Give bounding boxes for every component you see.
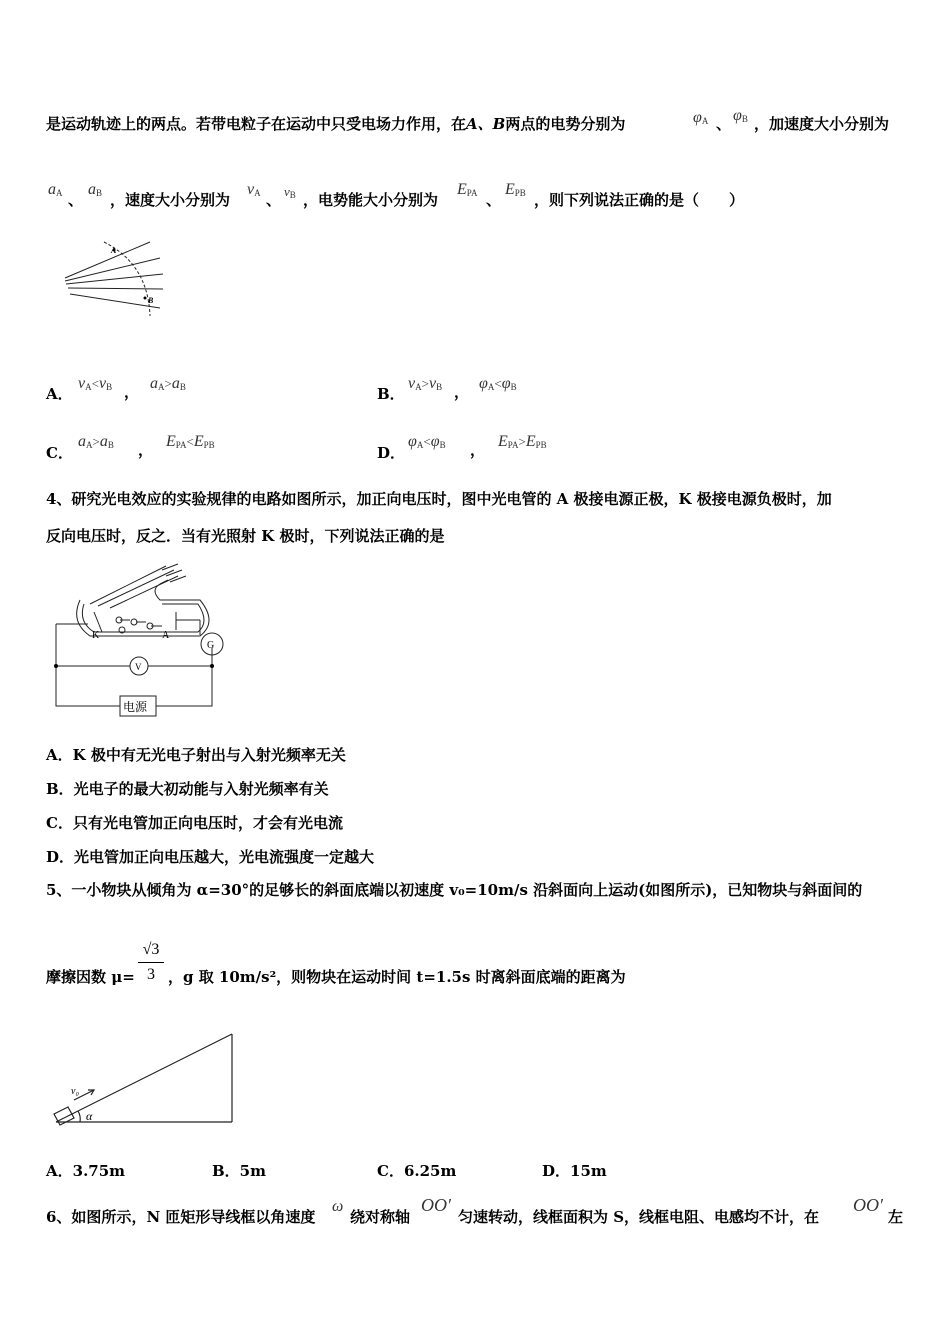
q3-line2-sep1: 、: [68, 191, 84, 209]
q4-line1: 4、研究光电效应的实验规律的电路如图所示，加正向电压时，图中光电管的 A 极接电源正极，K 极接电源负极时，加: [46, 490, 832, 508]
q3-line2-sep2: 、: [266, 191, 282, 209]
q3-option-c-expr: $a_A>a_B$: [78, 433, 114, 450]
q3-e-pb: $E_{PB}$: [505, 181, 526, 198]
tube-outer: [77, 580, 209, 636]
q3-option-a-expr2: $a_A>a_B$: [150, 375, 186, 392]
alpha-label: α: [86, 1109, 93, 1123]
q3-option-a[interactable]: A．: [46, 385, 73, 403]
q3-option-b-expr2: $\varphi_A<\varphi_B$: [479, 375, 517, 392]
q3-line1: [46, 114, 625, 134]
anode-a-label: A: [162, 630, 170, 641]
q3-e-pa: $E_{PA}$: [457, 181, 478, 198]
q3-option-d-expr2: $E_{PA}>E_{PB}$: [498, 433, 547, 450]
q6-line1-d: 左: [888, 1208, 904, 1226]
field-line-4: [68, 288, 163, 289]
q6-axis: OO′: [421, 1195, 451, 1215]
wire-right-top: [148, 648, 212, 666]
q5-option-d[interactable]: D．15m: [542, 1162, 607, 1180]
k-plate: [94, 612, 102, 632]
q3-option-d-expr: $\varphi_A<\varphi_B$: [408, 433, 446, 450]
q3-line2-b: ，电势能大小分别为: [303, 191, 439, 209]
wire-left-bottom: [56, 666, 120, 706]
q5-fraction-den: 3: [147, 966, 155, 983]
q4-option-b[interactable]: B．光电子的最大初动能与入射光频率有关: [46, 780, 329, 798]
q6-line1-c: 匀速转动，线框面积为 S，线框电阻、电感均不计，在: [458, 1208, 820, 1226]
q3-option-d[interactable]: D．: [377, 444, 406, 462]
v0-label: v₀: [71, 1086, 79, 1097]
light-tube-2: [98, 570, 174, 606]
power-source-label: 电源: [123, 700, 148, 714]
point-b-label: B: [148, 296, 154, 305]
field-line-2: [65, 258, 160, 281]
q5-line2-b: ，g 取 10m/s²，则物块在运动时间 t=1.5s 时离斜面底端的距离为: [168, 968, 626, 986]
q4-line2: 反向电压时，反之．当有光照射 K 极时，下列说法正确的是: [46, 527, 445, 545]
q5-option-b[interactable]: B．5m: [212, 1162, 266, 1180]
q3-field-figure: [60, 236, 170, 320]
q5-option-a[interactable]: A．3.75m: [46, 1162, 126, 1180]
q3-option-b-expr: $v_A>v_B$: [408, 375, 443, 392]
q5-fraction-num: √3: [142, 941, 160, 958]
q4-option-d[interactable]: D．光电管加正向电压越大，光电流强度一定越大: [46, 848, 375, 866]
q5-fraction: [138, 940, 164, 985]
q3-line1-ab: A、B: [466, 115, 506, 133]
q4-circuit-figure: [50, 560, 235, 720]
q3-option-c-expr2: $E_{PA}<E_{PB}$: [166, 433, 215, 450]
q3-option-b-comma: ，: [454, 383, 470, 401]
q4-option-a[interactable]: A．K 极中有无光电子射出与入射光频率无关: [46, 746, 346, 764]
q3-option-b[interactable]: B．: [377, 385, 405, 403]
q3-phi-b: $\varphi_B$: [733, 107, 748, 124]
q3-option-d-comma: ，: [470, 441, 486, 459]
q3-a-a: $a_A$: [48, 181, 63, 198]
q3-option-c[interactable]: C．: [46, 444, 73, 462]
q3-option-a-comma: ，: [124, 383, 140, 401]
light-tube-1: [90, 566, 166, 604]
q5-line2-a: 摩擦因数 μ=: [46, 968, 135, 986]
q5-incline-figure: [50, 1030, 240, 1126]
q3-line1-sep: 、: [716, 115, 732, 133]
q3-phi-a: $\varphi_A$: [693, 109, 709, 126]
field-line-3: [66, 274, 163, 284]
point-a-label: A: [111, 246, 117, 255]
q3-line1-text: 是运动轨迹上的两点。若带电粒子在运动中只受电场力作用，在: [46, 115, 467, 133]
q3-option-a-expr: $v_A<v_B$: [78, 375, 113, 392]
q3-v-b: $v_B$: [284, 184, 296, 200]
q5-option-c[interactable]: C．6.25m: [377, 1162, 457, 1180]
voltmeter-label: V: [135, 662, 142, 672]
light-tube-3: [110, 576, 178, 608]
q3-line1-tail: ，加速度大小分别为: [754, 115, 890, 133]
wire-right-bottom: [156, 666, 212, 706]
q3-line1-text-b: 两点的电势分别为: [505, 115, 626, 133]
q3-line2-a: ，速度大小分别为: [110, 191, 231, 209]
q6-line1-a: 6、如图所示，N 匝矩形导线框以角速度: [46, 1208, 316, 1226]
q5-line1: 5、一小物块从倾角为 α=30°的足够长的斜面底端以初速度 v₀=10m/s 沿斜面向上运动(如图所示)，已知物块与斜面间的: [46, 881, 863, 899]
q3-line2-sep3: 、: [486, 191, 502, 209]
q3-line2-tail: ，则下列说法正确的是（ ）: [534, 191, 745, 209]
galvanometer-label: G: [207, 640, 215, 651]
q3-option-c-comma: ，: [138, 441, 154, 459]
q3-v-a: $v_A$: [247, 181, 261, 198]
field-line-1: [65, 242, 150, 278]
incline-slope: [56, 1034, 232, 1122]
q6-axis-2: OO′: [853, 1195, 883, 1215]
q6-line1-b: 绕对称轴: [350, 1208, 411, 1226]
angle-arc: [78, 1111, 80, 1122]
q3-a-b: $a_B$: [88, 181, 103, 198]
cathode-k-label: K: [92, 630, 100, 641]
q6-omega: ω: [332, 1198, 344, 1215]
field-line-5: [70, 294, 160, 308]
q4-option-c[interactable]: C．只有光电管加正向电压时，才会有光电流: [46, 814, 343, 832]
